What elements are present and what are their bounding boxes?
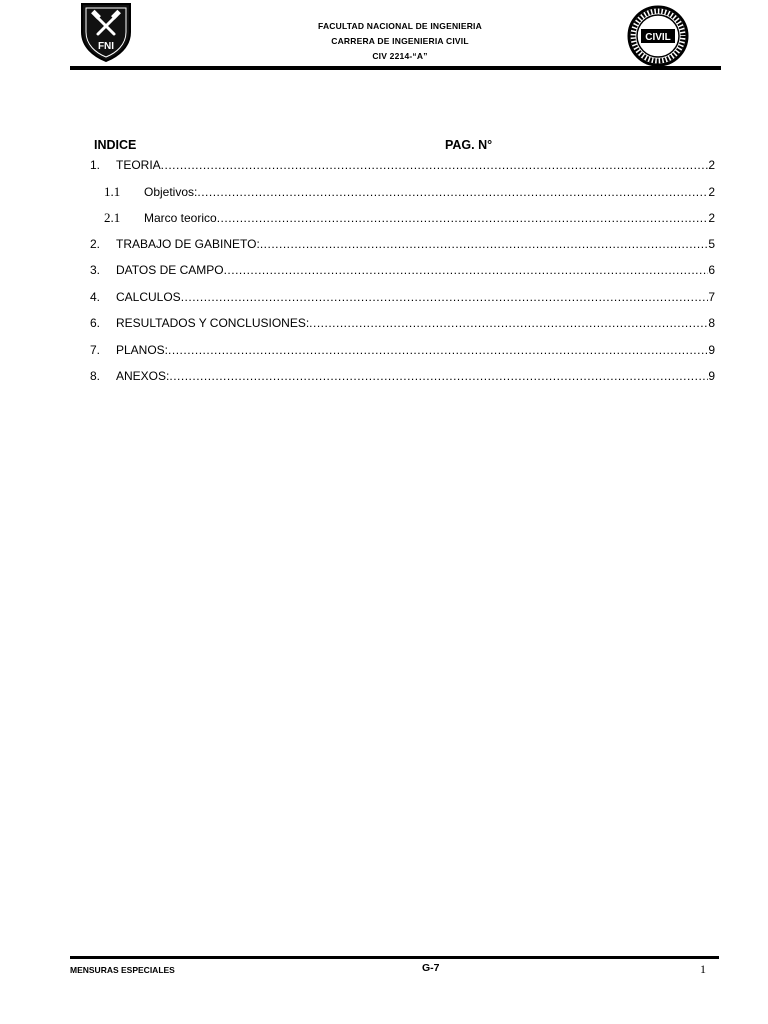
- toc-entry-page: 6: [708, 263, 715, 277]
- toc-entry-page: 2: [708, 185, 715, 199]
- page-header: [0, 0, 768, 72]
- toc-entry-number: 3.: [90, 263, 101, 277]
- logo-right-text: CIVIL: [645, 32, 671, 43]
- toc-entry-number: 8.: [90, 369, 101, 383]
- dot-leader: [169, 369, 708, 383]
- page-column-heading: PAG. N°: [445, 138, 493, 152]
- toc-entry[interactable]: [90, 290, 715, 308]
- dot-leader: [260, 237, 709, 251]
- footer-divider: [70, 956, 719, 959]
- toc-entry-number: 6.: [90, 316, 101, 330]
- toc-entry[interactable]: [90, 316, 715, 334]
- toc-heading-row: [94, 138, 714, 156]
- toc-entry-number: 1.: [90, 158, 101, 172]
- toc-entry-title: CALCULOS: [116, 290, 181, 304]
- footer-group: G-7: [422, 962, 440, 974]
- toc-entry-page: 2: [708, 211, 715, 225]
- toc-entry-title: ANEXOS:: [116, 369, 170, 383]
- logo-left-text: FNI: [97, 41, 115, 52]
- toc-entry[interactable]: [90, 343, 715, 361]
- toc-entry[interactable]: [90, 158, 715, 176]
- toc-entry-number: 2.1: [104, 210, 121, 225]
- page-number: 1: [700, 962, 706, 976]
- page-footer: [70, 962, 719, 978]
- toc-entry-title: TRABAJO DE GABINETO:: [116, 237, 260, 251]
- toc-entry-number: 4.: [90, 290, 101, 304]
- dot-leader: [224, 263, 709, 277]
- dot-leader: [217, 211, 709, 225]
- toc-entry-page: 2: [708, 158, 715, 172]
- faculty-name: FACULTAD NACIONAL DE INGENIERIA: [318, 21, 482, 31]
- institution-heading: [230, 19, 570, 64]
- header-divider: [70, 66, 721, 70]
- toc-entry[interactable]: [90, 369, 715, 387]
- civil-seal-logo: [627, 5, 689, 67]
- fni-shield-logo: [80, 2, 132, 62]
- toc-title: INDICE: [94, 138, 137, 152]
- toc-entry-title: DATOS DE CAMPO: [116, 263, 224, 277]
- toc-entry[interactable]: [90, 184, 715, 202]
- dot-leader: [309, 316, 708, 330]
- dot-leader: [168, 343, 708, 357]
- career-name: CARRERA DE INGENIERIA CIVIL: [331, 36, 469, 46]
- footer-subject: MENSURAS ESPECIALES: [70, 965, 175, 975]
- toc-entry-page: 7: [708, 290, 715, 304]
- toc-entry-title: TEORIA: [116, 158, 161, 172]
- toc-entry-title: PLANOS:: [116, 343, 169, 357]
- dot-leader: [161, 158, 709, 172]
- toc-entry[interactable]: [90, 263, 715, 281]
- toc-entry-number: 7.: [90, 343, 101, 357]
- toc-entry-number: 2.: [90, 237, 101, 251]
- toc-entry-page: 5: [708, 237, 715, 251]
- dot-leader: [181, 290, 709, 304]
- dot-leader: [197, 185, 708, 199]
- toc-entry-title: RESULTADOS Y CONCLUSIONES:: [116, 316, 310, 330]
- toc-entry[interactable]: [90, 210, 715, 228]
- toc-entry-title: Objetivos:: [144, 185, 198, 199]
- toc-entry[interactable]: [90, 237, 715, 255]
- toc-entry-title: Marco teorico: [144, 211, 217, 225]
- toc-entry-number: 1.1: [104, 184, 121, 199]
- toc-entry-page: 9: [708, 369, 715, 383]
- toc-entry-page: 9: [708, 343, 715, 357]
- course-code: CIV 2214-“A”: [372, 51, 428, 61]
- toc-entry-page: 8: [708, 316, 715, 330]
